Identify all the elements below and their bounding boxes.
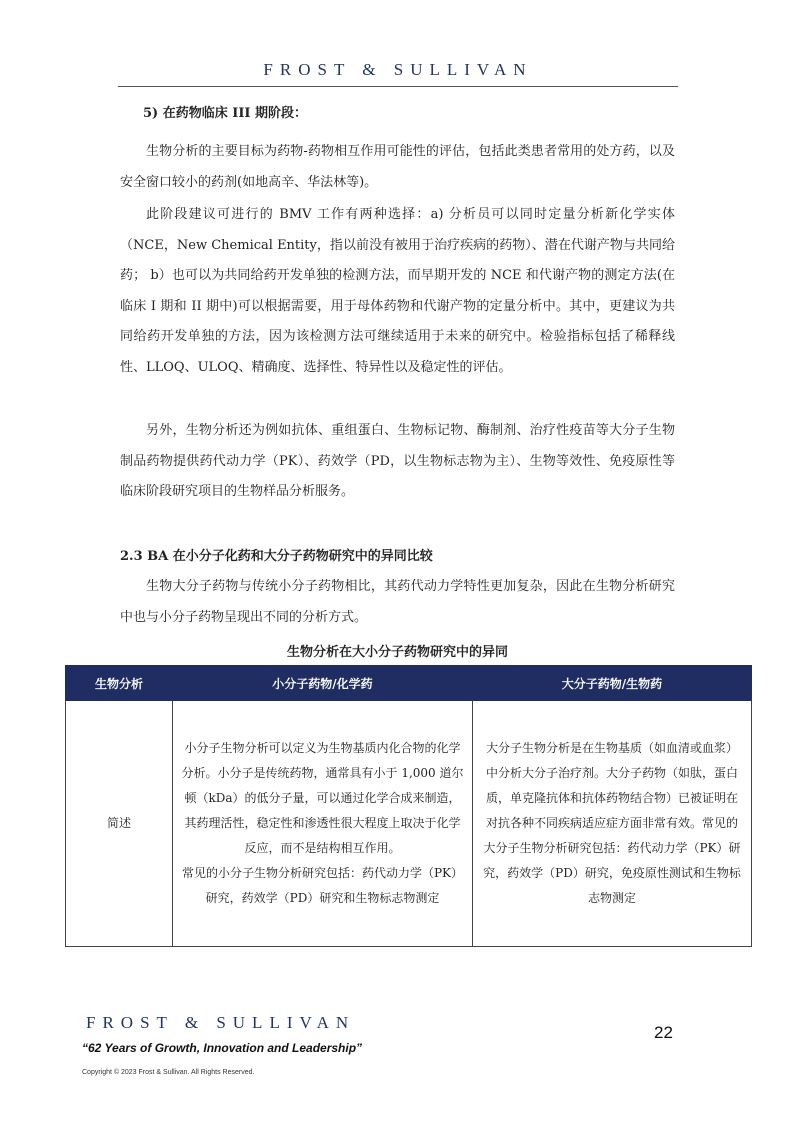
header-bioanalysis: 生物分析 xyxy=(66,666,173,701)
header-brand-logo: FROST & SULLIVAN xyxy=(263,60,533,79)
section-5-paragraph-2 xyxy=(120,200,675,383)
small-molecule-cell xyxy=(173,701,473,947)
comparison-table xyxy=(65,665,752,947)
large-molecule-cell: 大分子生物分析是在生物基质（如血清或血浆）中分析大分子治疗剂。大分子药物（如肽，蛋白质，单克隆抗体和抗体药物结合物）已被证明在对抗各种不同疾病适应症方面非常有效。常见的大分子生物分析研究包括：药代动力学（PK）研究，药效学（PD）研究，免疫原性测试和生物标志物测定 xyxy=(473,701,752,947)
paragraph-text: 生物分析的主要目标为药物-药物相互作用可能性的评估，包括此类患者常用的处方药，以及安全窗口较小的药剂(如地高辛、华法林等)。 xyxy=(120,144,675,190)
paragraph-text: 生物大分子药物与传统小分子药物相比，其药代动力学特性更加复杂，因此在生物分析研究中也与小分子药物呈现出不同的分析方式。 xyxy=(120,579,675,625)
section-2-3-title: 2.3 BA 在小分子化药和大分子药物研究中的异同比较 xyxy=(120,549,433,564)
table-header-row xyxy=(66,666,752,701)
page-number: 22 xyxy=(654,1023,673,1042)
header-large-molecule: 大分子药物/生物药 xyxy=(473,666,752,701)
row-label: 简述 xyxy=(66,701,173,947)
section-2-3-paragraph xyxy=(120,572,675,633)
small-molecule-description: 小分子生物分析可以定义为生物基质内化合物的化学分析。小分子是传统药物，通常具有小于 1,000 道尔顿（kDa）的低分子量，可以通过化学合成来制造，其药理活性，稳定性和渗透性很大程度上取决于化学反应，而不是结构相互作用。 xyxy=(181,741,464,855)
section-5-paragraph-3 xyxy=(120,416,675,508)
footer-copyright: Copyright © 2023 Frost & Sullivan. All Rights Reserved. xyxy=(82,1069,255,1076)
header-divider xyxy=(118,86,678,87)
small-molecule-studies: 常见的小分子生物分析研究包括：药代动力学（PK）研究，药效学（PD）研究和生物标志物测定 xyxy=(181,866,464,905)
table-title: 生物分析在大小分子药物研究中的异同 xyxy=(286,645,508,660)
footer-tagline: “62 Years of Growth, Innovation and Leadership” xyxy=(82,1041,363,1055)
header-small-molecule: 小分子药物/化学药 xyxy=(173,666,473,701)
paragraph-text: 另外，生物分析还为例如抗体、重组蛋白、生物标记物、酶制剂、治疗性疫苗等大分子生物制品药物提供药代动力学（PK）、药效学（PD，以生物标志物为主）、生物等效性、免疫原性等临床阶段研究项目的生物样品分析服务。 xyxy=(120,423,675,499)
footer-brand-logo: FROST & SULLIVAN xyxy=(86,1013,356,1032)
paragraph-text: 此阶段建议可进行的 BMV 工作有两种选择：a) 分析员可以同时定量分析新化学实体（NCE，New Chemical Entity，指以前没有被用于治疗疾病的药物）、潜在代谢产物与共同给药； b）也可以为共同给药开发单独的检测方法，而早期开发的 NCE 和代谢产物的测定方法(在临床 I 期和 II 期中)可以根据需要，用于母体药物和代谢产物的定量分析中。其中，更建议为共同给药开发单独的方法，因为该检测方法可继续适用于未来的研究中。检验指标包括了稀释线性、LLOQ、ULOQ、精确度、选择性、特异性以及稳定性的评估。 xyxy=(120,207,675,375)
section-5-paragraph-1 xyxy=(120,137,675,198)
table-row xyxy=(66,701,752,947)
section-5-title: 5) 在药物临床 III 期阶段： xyxy=(143,106,308,121)
